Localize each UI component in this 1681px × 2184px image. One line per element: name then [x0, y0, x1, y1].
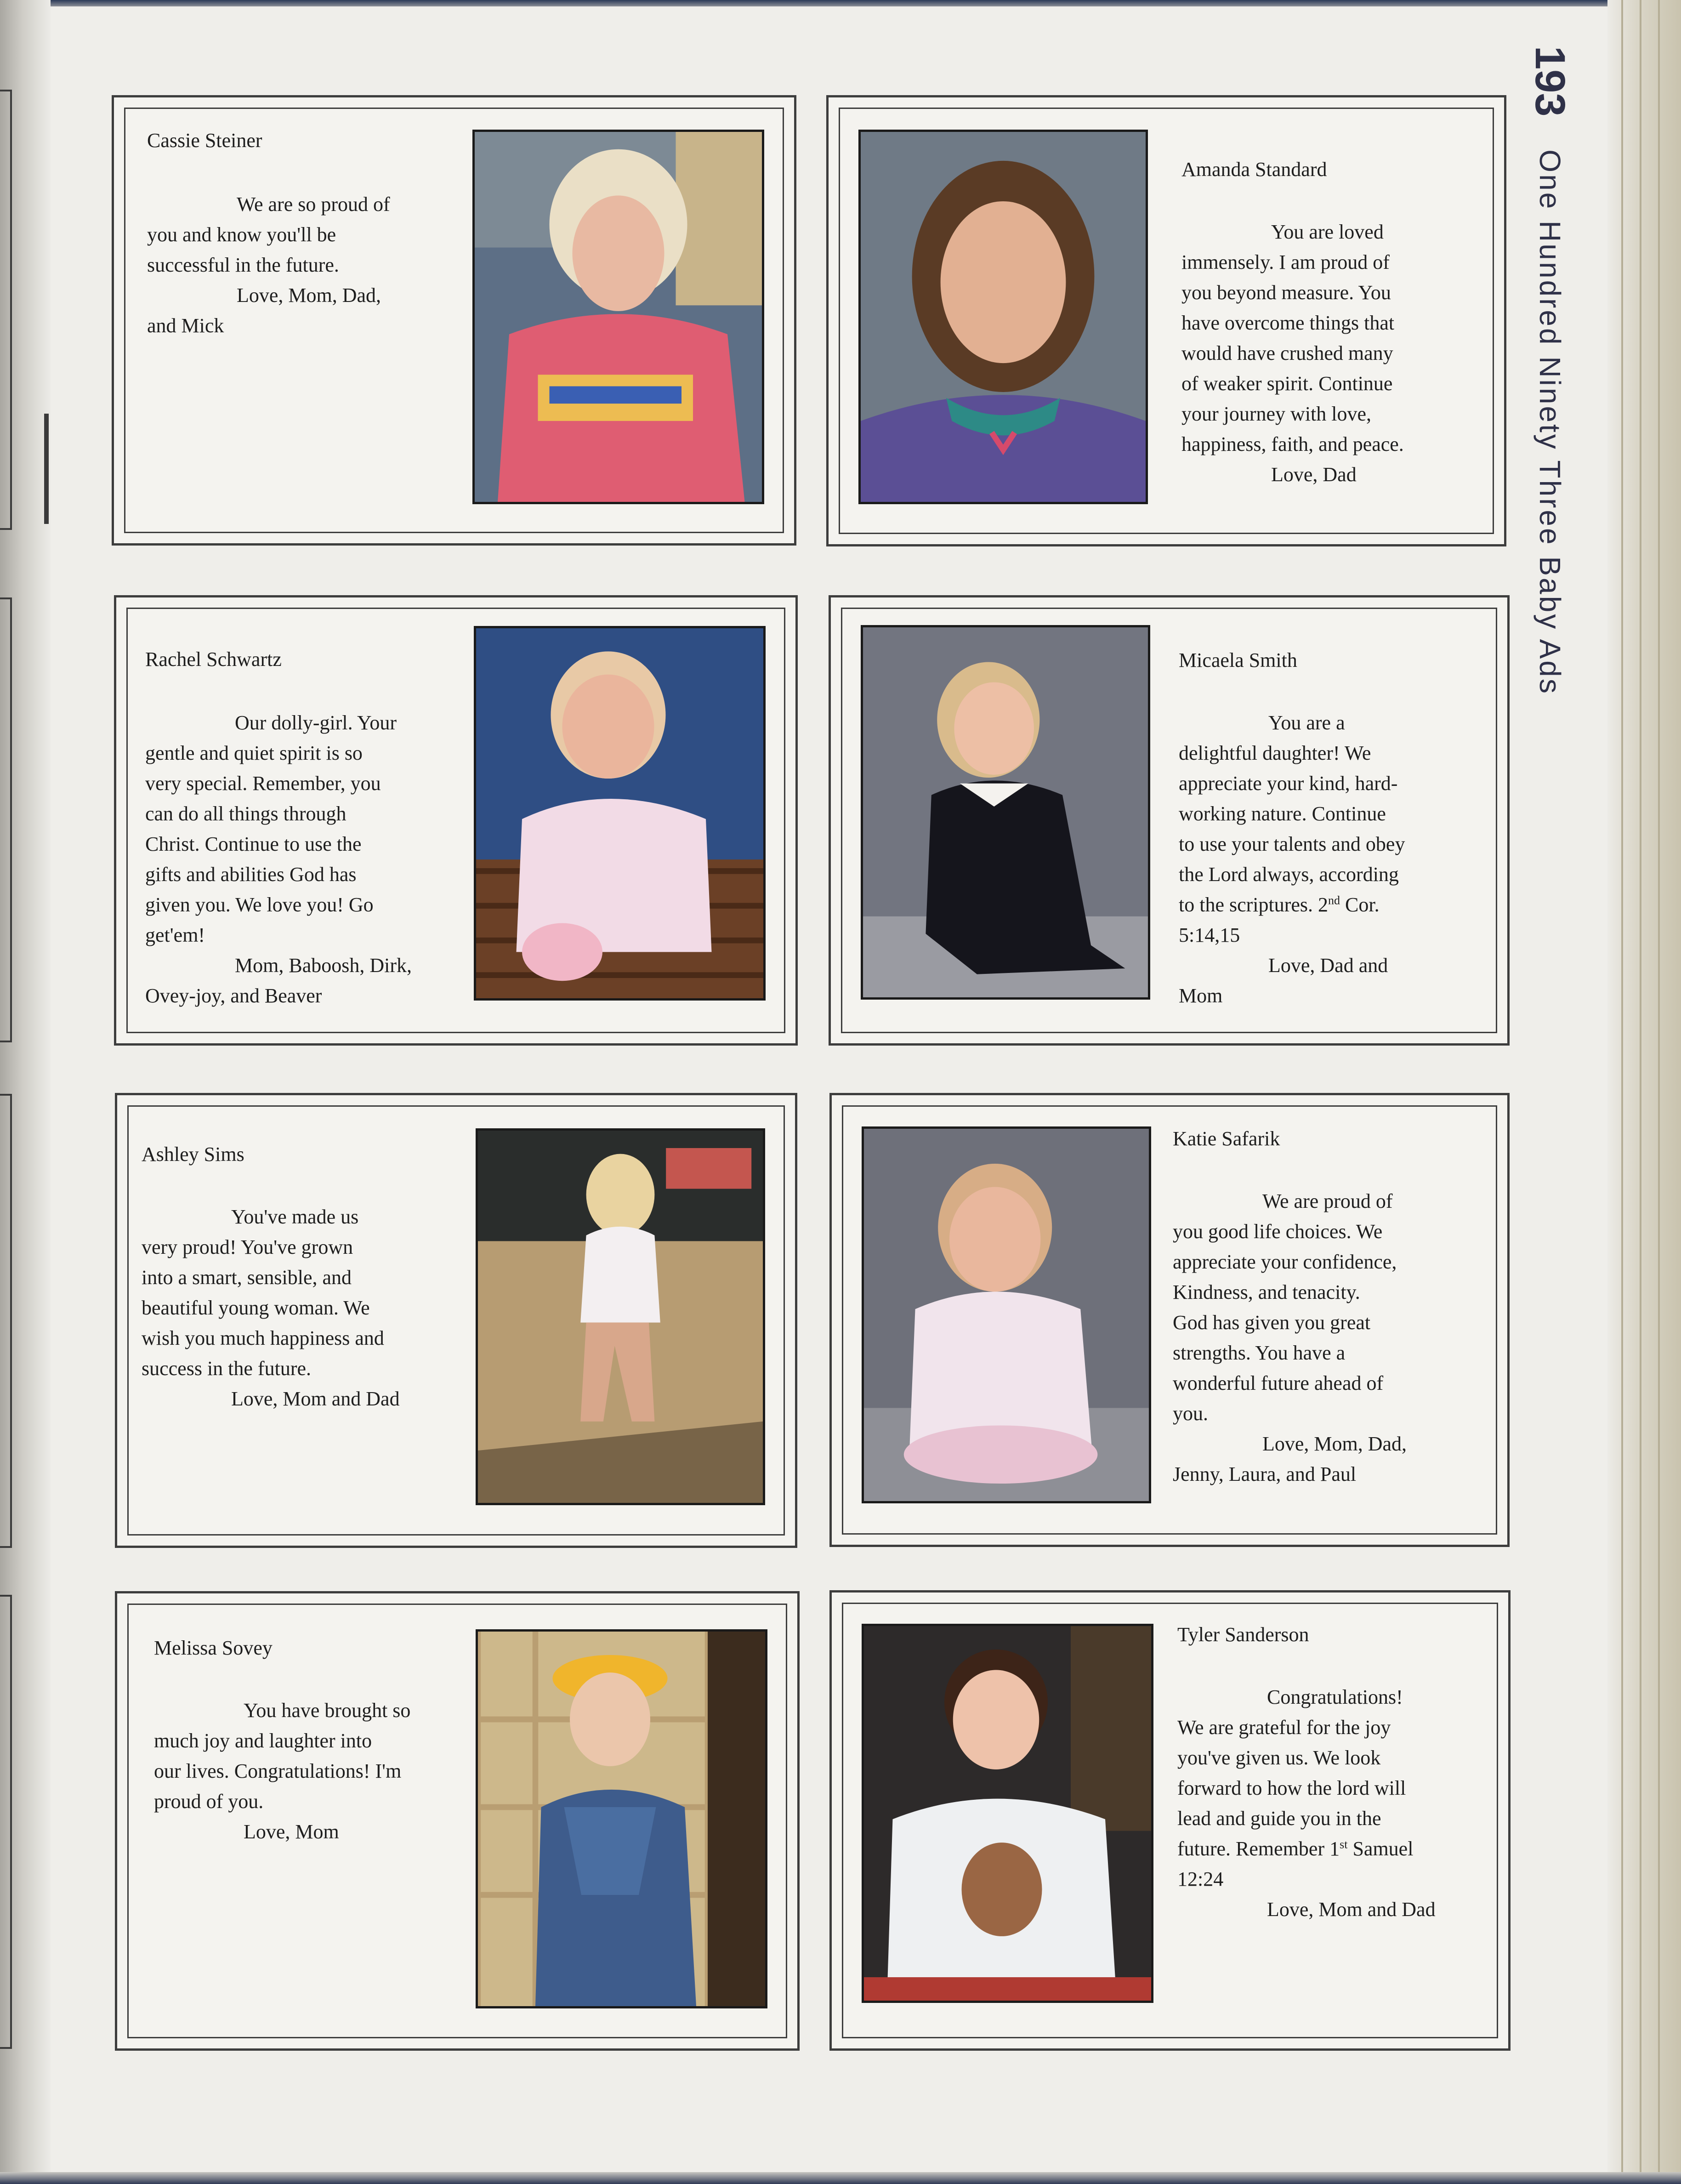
baby-ad-card	[826, 95, 1506, 546]
baby-ad-card	[115, 1591, 800, 2051]
facing-page-frame-fragment	[0, 90, 12, 530]
baby-wicker-chair-photo	[474, 626, 766, 1001]
ad-message: You have brought so much joy and laughter into our lives. Congratulations! I'm proud of you. Love, Mom	[154, 1699, 411, 1843]
girl-school-portrait	[858, 130, 1148, 504]
ad-name: Micaela Smith	[1179, 649, 1297, 671]
ad-message: Our dolly-girl. Your gentle and quiet spirit is so very special. Remember, you can do all things through Christ. Continue to use the gifts and abilities God has given you. We love you! Go get'em! Mom, Baboosh, Dirk, Ovey-joy, and Beaver	[145, 711, 412, 1007]
ad-name: Melissa Sovey	[154, 1637, 273, 1659]
toddler-photo-pink-shirt	[472, 130, 764, 504]
ad-message: We are so proud of you and know you'll be successful in the future. Love, Mom, Dad, and Mick	[147, 193, 390, 337]
ad-name: Katie Safarik	[1173, 1127, 1280, 1150]
ad-name: Ashley Sims	[142, 1143, 244, 1166]
page-edge-stack	[1607, 0, 1681, 2184]
ad-message: You are loved immensely. I am proud of you beyond measure. You have overcome things that would have crushed many of weaker spirit. Continue your journey with love, happiness, faith, and peace. Love, Dad	[1181, 221, 1404, 486]
baby-ad-card	[829, 595, 1510, 1046]
ad-message: You've made us very proud! You've grown into a smart, sensible, and beautiful young woman. We wish you much happiness and success in the future. Love, Mom and Dad	[142, 1206, 400, 1410]
baby-ad-card	[829, 1590, 1511, 2051]
baby-ad-card	[115, 1093, 797, 1548]
running-head	[1528, 46, 1574, 735]
facing-page-frame-fragment	[0, 597, 12, 1042]
toddler-sand-photo	[476, 1128, 765, 1505]
boy-teddy-sweater-photo	[862, 1624, 1153, 2003]
toddler-dark-dress-photo	[861, 625, 1150, 1000]
baby-ad-card	[112, 95, 796, 546]
baby-ad-card	[114, 595, 798, 1046]
ad-message: You are a delightful daughter! We appreciate your kind, hard- working nature. Continue to use your talents and obey the Lord always, according to the scriptures. 2nd Cor. 5:14,15 Love, Dad and Mom	[1179, 711, 1405, 1007]
ad-message: Congratulations! We are grateful for the joy you've given us. We look forward to how the lord will lead and guide you in the future. Remember 1st Samuel 12:24 Love, Mom and Dad	[1177, 1686, 1436, 1921]
baby-ad-card	[829, 1093, 1510, 1547]
facing-page-frame-fragment	[0, 1094, 12, 1548]
ad-message: We are proud of you good life choices. We appreciate your confidence, Kindness, and tenacity. God has given you great strengths. You have a wonderful future ahead of you. Love, Mom, Dad, Jenny, Laura, and Paul	[1173, 1190, 1407, 1485]
page-top-edge	[0, 0, 1681, 6]
page-bottom-edge	[0, 2172, 1681, 2184]
facing-page-frame-fragment	[0, 1595, 12, 2049]
ad-name: Cassie Steiner	[147, 129, 262, 152]
ad-name: Amanda Standard	[1181, 158, 1327, 181]
ad-name: Rachel Schwartz	[145, 648, 282, 671]
ad-name: Tyler Sanderson	[1177, 1623, 1309, 1646]
toddler-overalls-cap-photo	[476, 1629, 767, 2008]
baby-sitting-photo	[862, 1126, 1151, 1503]
page-number: 193	[1527, 46, 1573, 117]
section-title: One Hundred Ninety Three Baby Ads	[1533, 149, 1567, 695]
